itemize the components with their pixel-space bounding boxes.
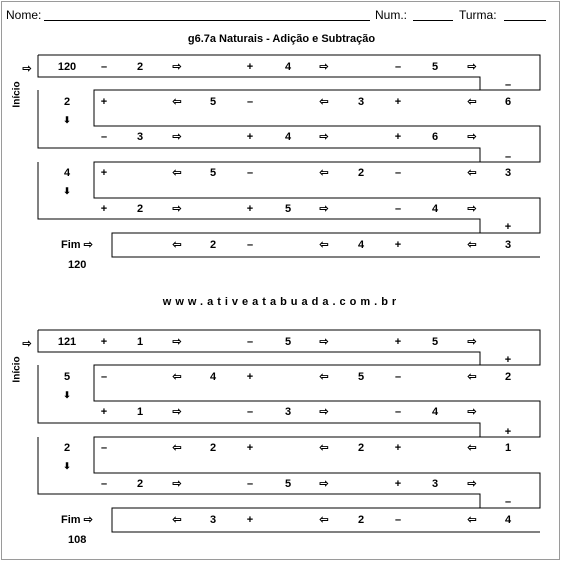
operand: 5 xyxy=(431,61,439,73)
operand: 3 xyxy=(504,239,512,251)
arrow-right-icon: ⇨ xyxy=(319,336,329,348)
operator: + xyxy=(394,442,402,454)
arrow-right-icon: ⇨ xyxy=(172,61,182,73)
operand: 5 xyxy=(431,336,439,348)
arrow-right-icon: ⇨ xyxy=(319,203,329,215)
operand: 2 xyxy=(209,442,217,454)
start-arrow-icon: ⇨ xyxy=(22,338,32,350)
operand: 3 xyxy=(431,478,439,490)
operator: – xyxy=(246,167,254,179)
operand: 5 xyxy=(357,371,365,383)
operand: 2 xyxy=(357,442,365,454)
operator: – xyxy=(394,203,402,215)
operator: + xyxy=(394,131,402,143)
operator: – xyxy=(100,61,108,73)
operand: 4 xyxy=(431,203,439,215)
operator: + xyxy=(394,478,402,490)
turn-operator: – xyxy=(504,151,512,163)
operand: 2 xyxy=(209,239,217,251)
arrow-right-icon: ⇨ xyxy=(172,203,182,215)
operator: – xyxy=(246,478,254,490)
start-arrow-icon: ⇨ xyxy=(22,63,32,75)
end-label: Fim ⇨ xyxy=(61,239,93,251)
operand: 1 xyxy=(136,406,144,418)
arrow-right-icon: ⇨ xyxy=(467,478,477,490)
arrow-right-icon: ⇨ xyxy=(172,131,182,143)
answer-value: 120 xyxy=(68,259,87,271)
turn-operator: + xyxy=(504,221,512,233)
operand: 2 xyxy=(63,442,71,454)
arrow-left-icon: ⇦ xyxy=(319,239,329,251)
arrow-right-icon: ⇨ xyxy=(467,203,477,215)
turn-operator: – xyxy=(504,496,512,508)
arrow-left-icon: ⇦ xyxy=(319,371,329,383)
operator: + xyxy=(394,336,402,348)
operator: + xyxy=(246,514,254,526)
operator: – xyxy=(394,406,402,418)
operand: 3 xyxy=(504,167,512,179)
operand: 2 xyxy=(504,371,512,383)
operand: 2 xyxy=(357,167,365,179)
operand: 5 xyxy=(63,371,71,383)
arrow-right-icon: ⇨ xyxy=(467,336,477,348)
turn-operator: – xyxy=(504,79,512,91)
operand: 5 xyxy=(209,96,217,108)
operand: 6 xyxy=(504,96,512,108)
turn-operator: + xyxy=(504,354,512,366)
turn-operator: + xyxy=(504,426,512,438)
arrow-left-icon: ⇦ xyxy=(172,371,182,383)
answer-value: 108 xyxy=(68,534,87,546)
arrow-left-icon: ⇦ xyxy=(172,167,182,179)
arrow-left-icon: ⇦ xyxy=(467,167,477,179)
operator: – xyxy=(394,61,402,73)
arrow-left-icon: ⇦ xyxy=(172,442,182,454)
worksheet-title: g6.7a Naturais - Adição e Subtração xyxy=(187,33,376,45)
operator: + xyxy=(100,167,108,179)
operator: + xyxy=(100,336,108,348)
operator: – xyxy=(394,371,402,383)
maze-wall-0 xyxy=(38,330,540,532)
operator: – xyxy=(100,371,108,383)
operator: – xyxy=(100,442,108,454)
arrow-right-icon: ⇨ xyxy=(319,478,329,490)
operand: 3 xyxy=(136,131,144,143)
operand: 4 xyxy=(63,167,71,179)
arrow-down-icon: ⬇ xyxy=(63,390,71,400)
arrow-left-icon: ⇦ xyxy=(467,371,477,383)
arrow-left-icon: ⇦ xyxy=(467,239,477,251)
operand: 2 xyxy=(136,61,144,73)
arrow-left-icon: ⇦ xyxy=(319,442,329,454)
operator: – xyxy=(394,167,402,179)
end-label: Fim ⇨ xyxy=(61,514,93,526)
operand: 1 xyxy=(504,442,512,454)
arrow-left-icon: ⇦ xyxy=(319,96,329,108)
operand: 2 xyxy=(63,96,71,108)
operand: 1 xyxy=(136,336,144,348)
operand: 3 xyxy=(284,406,292,418)
arrow-right-icon: ⇨ xyxy=(467,61,477,73)
operand: 5 xyxy=(284,478,292,490)
arrow-right-icon: ⇨ xyxy=(172,336,182,348)
operand: 3 xyxy=(357,96,365,108)
operator: + xyxy=(246,61,254,73)
number-label: Num.: xyxy=(375,8,408,22)
operator: + xyxy=(100,406,108,418)
arrow-left-icon: ⇦ xyxy=(467,514,477,526)
arrow-right-icon: ⇨ xyxy=(172,478,182,490)
arrow-right-icon: ⇨ xyxy=(319,61,329,73)
arrow-left-icon: ⇦ xyxy=(172,96,182,108)
operator: – xyxy=(246,239,254,251)
start-label: Início xyxy=(11,356,23,383)
operand: 4 xyxy=(357,239,365,251)
operand: 120 xyxy=(57,61,77,73)
operand: 4 xyxy=(504,514,512,526)
operand: 2 xyxy=(136,478,144,490)
arrow-down-icon: ⬇ xyxy=(63,115,71,125)
arrow-left-icon: ⇦ xyxy=(467,96,477,108)
operator: + xyxy=(246,203,254,215)
operand: 2 xyxy=(357,514,365,526)
operator: + xyxy=(394,96,402,108)
operand: 4 xyxy=(209,371,217,383)
name-label: Nome: xyxy=(6,8,42,22)
operand: 4 xyxy=(431,406,439,418)
operand: 5 xyxy=(284,336,292,348)
operator: + xyxy=(394,239,402,251)
arrow-left-icon: ⇦ xyxy=(172,514,182,526)
operator: – xyxy=(394,514,402,526)
start-label: Início xyxy=(11,81,23,108)
arrow-right-icon: ⇨ xyxy=(467,406,477,418)
arrow-left-icon: ⇦ xyxy=(319,514,329,526)
operator: – xyxy=(246,96,254,108)
operand: 121 xyxy=(57,336,77,348)
arrow-right-icon: ⇨ xyxy=(467,131,477,143)
operator: – xyxy=(246,406,254,418)
arrow-down-icon: ⬇ xyxy=(63,461,71,471)
operand: 3 xyxy=(209,514,217,526)
operator: – xyxy=(100,478,108,490)
arrow-left-icon: ⇦ xyxy=(172,239,182,251)
operator: + xyxy=(100,203,108,215)
website-url: www.ativeatabuada.com.br xyxy=(162,296,401,308)
arrow-left-icon: ⇦ xyxy=(467,442,477,454)
arrow-right-icon: ⇨ xyxy=(172,406,182,418)
operator: – xyxy=(246,336,254,348)
operand: 5 xyxy=(284,203,292,215)
operator: + xyxy=(246,131,254,143)
operator: + xyxy=(100,96,108,108)
operand: 6 xyxy=(431,131,439,143)
operator: + xyxy=(246,371,254,383)
arrow-left-icon: ⇦ xyxy=(319,167,329,179)
operator: – xyxy=(100,131,108,143)
operand: 5 xyxy=(209,167,217,179)
arrow-right-icon: ⇨ xyxy=(319,131,329,143)
class-label: Turma: xyxy=(459,8,497,22)
operand: 2 xyxy=(136,203,144,215)
arrow-down-icon: ⬇ xyxy=(63,186,71,196)
operator: + xyxy=(246,442,254,454)
arrow-right-icon: ⇨ xyxy=(319,406,329,418)
operand: 4 xyxy=(284,61,292,73)
operand: 4 xyxy=(284,131,292,143)
